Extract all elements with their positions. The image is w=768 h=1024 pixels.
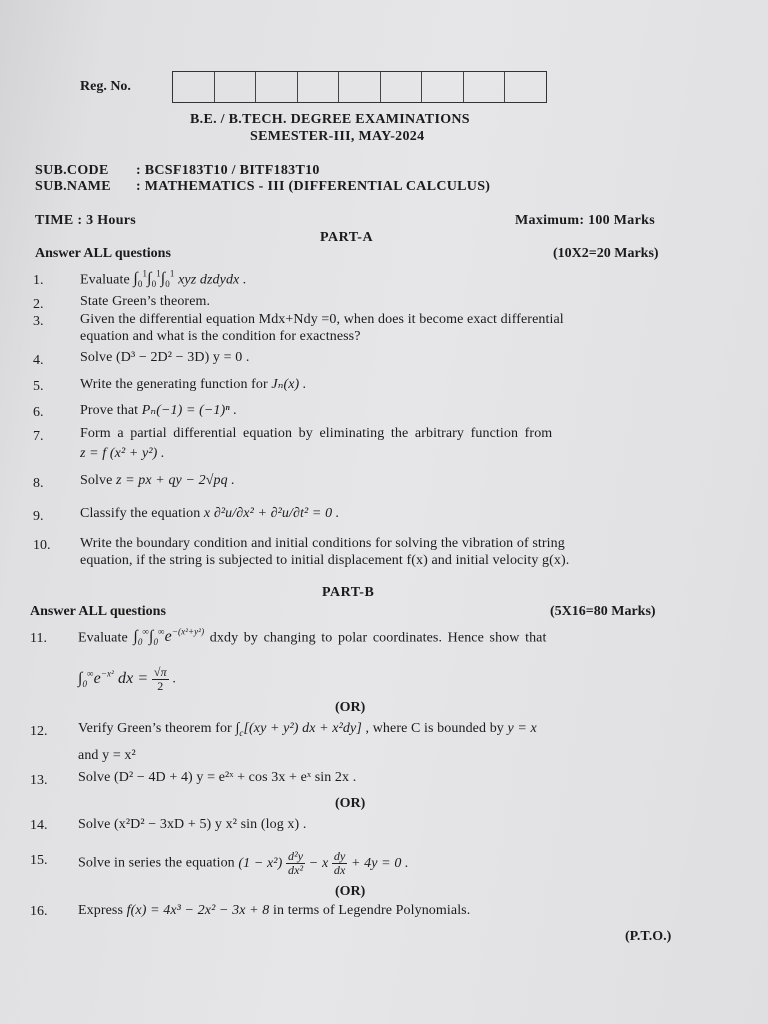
- q15-number: 15.: [30, 853, 48, 868]
- q10-number: 10.: [33, 538, 51, 553]
- reg-no-cell: [339, 72, 381, 102]
- q13-number: 13.: [30, 773, 48, 788]
- q7-line1: Form a partial differential equation by eliminating the arbitrary function from: [80, 426, 553, 441]
- reg-no-cell: [464, 72, 506, 102]
- reg-no-label: Reg. No.: [80, 79, 131, 94]
- part-b-title: PART-B: [322, 585, 375, 600]
- or-divider: (OR): [335, 796, 366, 811]
- subname-value: : MATHEMATICS - III (DIFFERENTIAL CALCULUS): [136, 179, 491, 194]
- subname-label: SUB.NAME: [35, 179, 111, 194]
- q1-expr: xyz dzdydx .: [178, 272, 247, 288]
- sqrt-pi-over-2: $\frac{√\pi}{2}$: [153, 665, 167, 693]
- q10-line1: Write the boundary condition and initial conditions for solving the vibration of string: [80, 536, 565, 551]
- q4-number: 4.: [33, 353, 44, 368]
- q1-label: Evaluate: [80, 272, 130, 288]
- q12-label: Verify Green’s theorem for: [78, 721, 232, 736]
- q16-label: Express: [78, 903, 124, 918]
- q10-line2: equation, if the string is subjected to initial displacement f(x) and initial velocity g(x).: [80, 553, 570, 568]
- q6-number: 6.: [33, 405, 44, 420]
- part-b-marks: (5X16=80 Marks): [550, 604, 656, 619]
- q2-number: 2.: [33, 297, 44, 312]
- reg-no-cell: [298, 72, 340, 102]
- q11-result: $\int_0^\infty e^{-x^2}$ dx = $\frac{√\pi}{2}$ .: [78, 665, 176, 693]
- q8-number: 8.: [33, 476, 44, 491]
- q5-label: Write the generating function for: [80, 377, 268, 392]
- q11-label: Evaluate: [78, 630, 128, 646]
- max-marks: Maximum: 100 Marks: [515, 213, 655, 228]
- q15-expr: (1 − x²) $\frac{\text{d²y}}{\text{dx²}}$ − x $\frac{dy}{dx}$ + 4y = 0 .: [238, 849, 409, 877]
- q16-tail: in terms of Legendre Polynomials.: [273, 903, 471, 918]
- reg-no-cell: [381, 72, 423, 102]
- q8-label: Solve: [80, 473, 113, 488]
- time-label: TIME : 3 Hours: [35, 213, 137, 228]
- q5-number: 5.: [33, 379, 44, 394]
- q13-text: Solve (D² − 4D + 4) y = e²ˣ + cos 3x + eˣ sin 2x .: [78, 770, 357, 785]
- pto-label: (P.T.O.): [625, 929, 672, 944]
- q8-text: [80, 473, 235, 489]
- q6-text: [80, 402, 237, 419]
- q11-mid: dxdy by changing to polar coordinates. Hence show that: [209, 630, 547, 646]
- q8-expr: z = px + qy − 2√pq .: [116, 473, 235, 488]
- or-divider: (OR): [335, 884, 366, 899]
- q14-text: Solve (x²D² − 3xD + 5) y x² sin (log x) .: [78, 817, 307, 832]
- q3-line1: Given the differential equation Mdx+Ndy =0, when does it become exact differential: [80, 312, 564, 327]
- q16-number: 16.: [30, 904, 48, 919]
- reg-no-cell: [215, 72, 257, 102]
- q11-text: [78, 627, 547, 648]
- reg-no-cell: [256, 72, 298, 102]
- integral-icon: $\int_0^\infty e^{-x^2}$ dx =: [78, 668, 149, 689]
- subcode-value: : BCSF183T10 / BITF183T10: [136, 163, 320, 178]
- q16-text: [78, 903, 470, 919]
- q15-text: [78, 850, 409, 877]
- q4-text: Solve (D³ − 2D² − 3D) y = 0 .: [80, 350, 250, 365]
- q6-label: Prove that: [80, 403, 139, 418]
- part-a-instruction: Answer ALL questions: [35, 246, 171, 261]
- q12-expr: $\int_c[(xy + y^2)$ dx + x²dy]: [235, 721, 362, 738]
- reg-no-cell: [505, 72, 546, 102]
- reg-no-cell: [173, 72, 215, 102]
- q5-text: [80, 376, 307, 393]
- q15-label: Solve in series the equation: [78, 855, 235, 871]
- q11-number: 11.: [30, 631, 47, 646]
- q7-line2: z = f (x² + y²) .: [80, 446, 165, 461]
- exam-semester: SEMESTER-III, MAY-2024: [250, 129, 425, 144]
- part-b-instruction: Answer ALL questions: [30, 604, 166, 619]
- reg-no-boxes: [172, 71, 547, 103]
- part-a-title: PART-A: [320, 230, 374, 245]
- q9-label: Classify the equation: [80, 506, 201, 521]
- q12-tail: , where C is bounded by: [365, 721, 504, 736]
- q16-expr: f(x) = 4x³ − 2x² − 3x + 8: [126, 903, 270, 918]
- reg-no-cell: [422, 72, 464, 102]
- q7-number: 7.: [33, 429, 44, 444]
- q9-number: 9.: [33, 509, 44, 524]
- exam-title: B.E. / B.TECH. DEGREE EXAMINATIONS: [190, 112, 470, 127]
- subcode-label: SUB.CODE: [35, 163, 109, 178]
- q2-text: State Green’s theorem.: [80, 294, 211, 309]
- part-a-marks: (10X2=20 Marks): [553, 246, 659, 261]
- q5-expr: Jₙ(x) .: [271, 377, 307, 392]
- q12-number: 12.: [30, 724, 48, 739]
- q3-line2: equation and what is the condition for exactness?: [80, 329, 361, 344]
- or-divider: (OR): [335, 700, 366, 715]
- q3-number: 3.: [33, 314, 44, 329]
- q1-text: [80, 269, 247, 290]
- q1-number: 1.: [33, 273, 44, 288]
- q12-curve: y = x: [507, 721, 537, 736]
- q14-number: 14.: [30, 818, 48, 833]
- q9-expr: x ∂²u/∂x² + ∂²u/∂t² = 0 .: [203, 506, 340, 521]
- q6-expr: Pₙ(−1) = (−1)ⁿ .: [141, 403, 237, 418]
- triple-integral-icon: $\int_0^1\int_0^1\int_0^1$: [133, 269, 175, 290]
- q9-text: [80, 506, 339, 522]
- q12-line2: and y = x²: [78, 748, 136, 763]
- q12-text: [78, 721, 537, 738]
- double-integral-icon: $\int_0^\infty\int_0^\infty e^{-(x^2+y^2)}$: [133, 627, 205, 648]
